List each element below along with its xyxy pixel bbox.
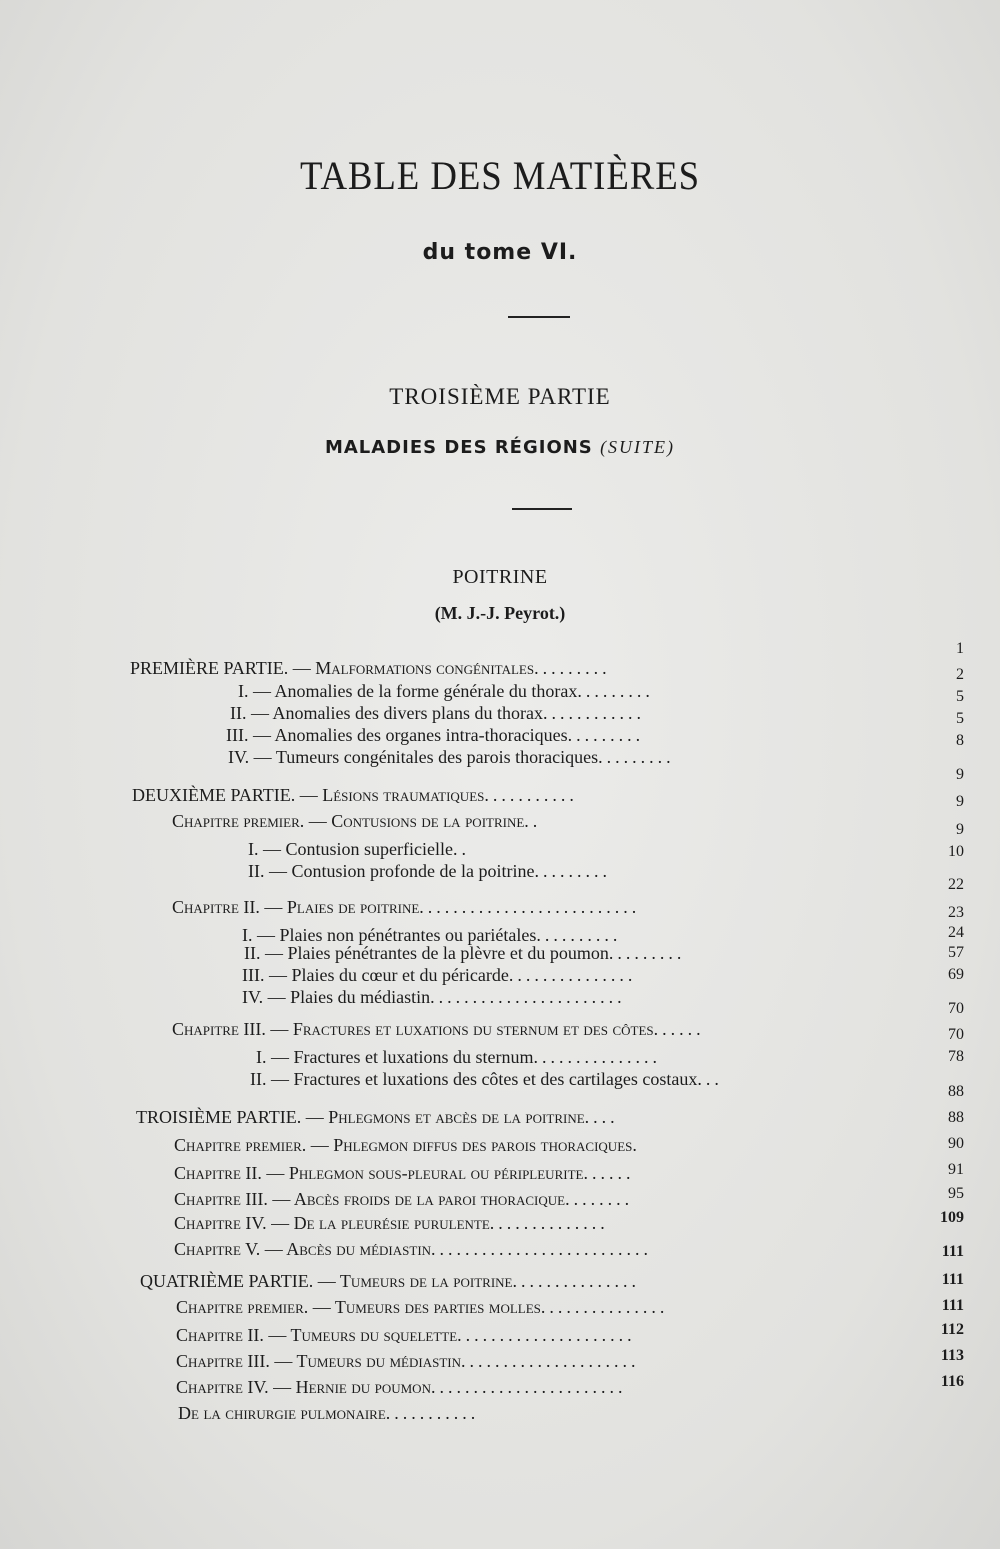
toc-page-number: 70 <box>948 1026 964 1043</box>
toc-page-number: 111 <box>941 1243 964 1260</box>
toc-entry: Chapitre III. — Abcès froids de la paroi thoracique........ <box>174 1189 634 1209</box>
regions-heading <box>0 437 1000 458</box>
divider <box>508 316 570 318</box>
toc-entry: Chapitre IV. — De la pleurésie purulente.............. <box>174 1213 609 1233</box>
toc-page-number: 116 <box>940 1373 964 1390</box>
regions-label: MALADIES DES RÉGIONS <box>324 437 593 458</box>
toc-entry: II. — Plaies pénétrantes de la plèvre et du poumon......... <box>244 943 686 963</box>
toc-entry: Chapitre IV. — Hernie du poumon....................... <box>176 1377 627 1397</box>
toc-entry: Chapitre V. — Abcès du médiastin.......................... <box>174 1239 653 1259</box>
toc-page-number: 69 <box>948 966 964 983</box>
toc-entry: IV. — Plaies du médiastin....................... <box>242 987 626 1007</box>
toc-entry: Chapitre premier. — Contusions de la poitrine.. <box>172 811 542 831</box>
toc-page-number: 5 <box>956 710 964 727</box>
toc-page-number: 78 <box>948 1048 964 1065</box>
toc-entry: Chapitre II. — Plaies de poitrine.......................... <box>172 897 641 917</box>
page-title: TABLE DES MATIÈRES <box>299 153 700 198</box>
toc-page-number: 95 <box>948 1185 964 1202</box>
toc-entry: I. — Plaies non pénétrantes ou pariétales.......... <box>242 925 622 945</box>
toc-entry: Chapitre premier. — Phlegmon diffus des parois thoraciques. <box>174 1135 641 1155</box>
toc-entry: I. — Contusion superficielle.. <box>248 839 470 859</box>
toc-entry: PREMIÈRE PARTIE. — Malformations congénitales......... <box>130 658 611 678</box>
toc-page-number: 24 <box>948 924 964 941</box>
toc-entry: De la chirurgie pulmonaire........... <box>178 1403 480 1423</box>
toc-entry: Chapitre II. — Phlegmon sous-pleural ou péripleurite...... <box>174 1163 635 1183</box>
toc-entry: Chapitre III. — Fractures et luxations du sternum et des côtes...... <box>172 1019 705 1039</box>
toc-page-number: 9 <box>956 821 964 838</box>
toc-page-number: 111 <box>941 1271 964 1288</box>
regions-suite: (SUITE) <box>600 437 676 457</box>
topic-heading: POITRINE <box>452 566 548 588</box>
toc-entry: II. — Contusion profonde de la poitrine......... <box>248 861 611 881</box>
toc-page-number: 9 <box>956 766 964 783</box>
toc-entry: I. — Anomalies de la forme générale du thorax......... <box>238 681 654 701</box>
topic-author: (M. J.-J. Peyrot.) <box>434 603 566 623</box>
toc-entry: IV. — Tumeurs congénitales des parois thoraciques......... <box>228 747 675 767</box>
toc-page-number: 10 <box>948 843 964 860</box>
toc-page-number: 22 <box>948 876 964 893</box>
part-heading: TROISIÈME PARTIE <box>389 384 611 409</box>
toc-entry: QUATRIÈME PARTIE. — Tumeurs de la poitrine............... <box>140 1271 640 1291</box>
toc-page-number: 111 <box>941 1297 964 1314</box>
toc-page-number: 90 <box>948 1135 964 1152</box>
toc-entry: Chapitre premier. — Tumeurs des parties molles............... <box>176 1297 669 1317</box>
toc-page-number: 2 <box>956 666 964 683</box>
toc-page-number: 1 <box>956 640 964 657</box>
toc-page-number: 88 <box>948 1083 964 1100</box>
divider <box>512 508 572 510</box>
toc-page-number: 57 <box>948 944 964 961</box>
toc-page-number: 109 <box>940 1209 964 1226</box>
volume-subtitle: du tome VI. <box>422 240 578 265</box>
toc-entry: II. — Fractures et luxations des côtes et des cartilages costaux... <box>250 1069 723 1089</box>
toc-entry: I. — Fractures et luxations du sternum............... <box>256 1047 661 1067</box>
toc-entry: TROISIÈME PARTIE. — Phlegmons et abcès de la poitrine.... <box>136 1107 619 1127</box>
toc-entry: Chapitre III. — Tumeurs du médiastin..................... <box>176 1351 640 1371</box>
toc-page-number: 88 <box>948 1109 964 1126</box>
toc-page-number: 8 <box>956 732 964 749</box>
toc-page-number: 5 <box>956 688 964 705</box>
toc-page-number: 70 <box>948 1000 964 1017</box>
toc-entry: II. — Anomalies des divers plans du thorax............ <box>230 703 645 723</box>
toc-page-number: 113 <box>940 1347 964 1364</box>
toc-page-number: 112 <box>940 1321 964 1338</box>
toc-entry: III. — Plaies du cœur et du péricarde............... <box>242 965 637 985</box>
toc-entry: III. — Anomalies des organes intra-thoraciques......... <box>226 725 645 745</box>
toc-page-number: 9 <box>956 793 964 810</box>
toc-page-number: 23 <box>948 904 964 921</box>
toc-page-number: 91 <box>948 1161 964 1178</box>
toc-entry: Chapitre II. — Tumeurs du squelette..................... <box>176 1325 636 1345</box>
toc-entry: DEUXIÈME PARTIE. — Lésions traumatiques........... <box>132 785 578 805</box>
